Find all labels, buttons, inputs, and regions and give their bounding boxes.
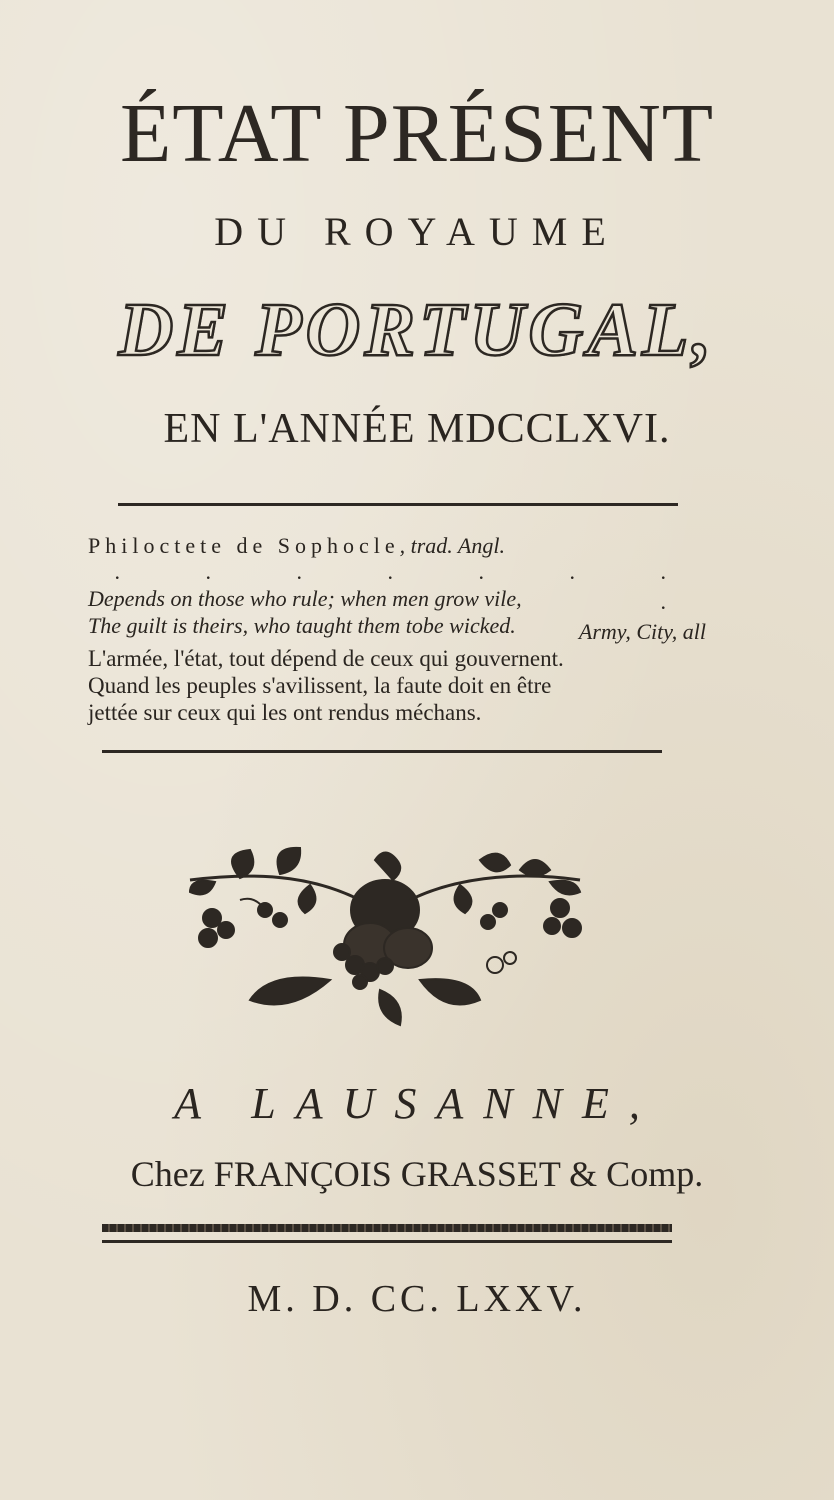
epigraph-line-4: The guilt is theirs, who taught them tobe wicked. <box>88 613 516 638</box>
epigraph-french-line-2: Quand les peuples s'avilissent, la faute doit en être <box>88 673 552 698</box>
imprint-year: M. D. CC. LXXV. <box>247 1278 587 1320</box>
epigraph-line-2-text: Army, City, all <box>578 619 706 644</box>
imprint-printer: Chez FRANÇOIS GRASSET & Comp. <box>130 1154 704 1194</box>
floral-vignette-icon <box>180 840 590 1030</box>
divider-rule-bottom-thin <box>102 1240 672 1243</box>
epigraph-source-name: Philoctete de Sophocle <box>88 533 400 558</box>
epigraph-line-3: Depends on those who rule; when men grow vile, <box>88 586 522 611</box>
divider-rule-middle <box>102 750 662 753</box>
epigraph-french-line-1: L'armée, l'état, tout dépend de ceux qui gouvernent. <box>88 646 564 671</box>
title-line-year-mdcclxvi: EN L'ANNÉE MDCCLXVI. <box>163 406 671 452</box>
divider-rule-top <box>118 503 678 506</box>
title-line-etat-present: ÉTAT PRÉSENT <box>119 87 715 180</box>
title-line-de-portugal: DE PORTUGAL, <box>118 288 716 372</box>
epigraph-french-line-3: jettée sur ceux qui les ont rendus méchans. <box>88 700 482 725</box>
imprint-place: A LAUSANNE, <box>174 1079 660 1128</box>
title-line-du-royaume: DU ROYAUME <box>214 209 620 254</box>
divider-rule-bottom-thick <box>102 1224 672 1232</box>
epigraph-source-note: , trad. Angl. <box>399 533 505 558</box>
epigraph-ellipsis: . . . . . . . . <box>114 559 706 614</box>
